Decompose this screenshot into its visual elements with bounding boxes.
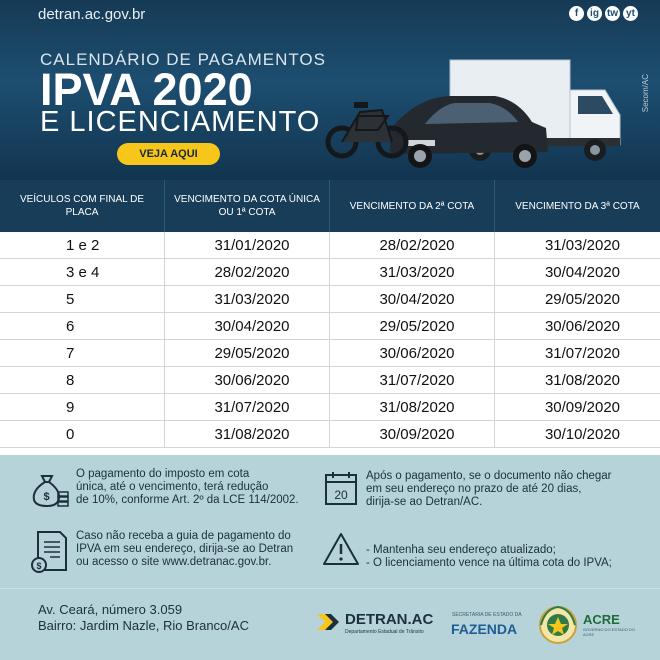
svg-text:$: $ [43, 491, 50, 503]
fazenda-subtitle: SECRETARIA DE ESTADO DA [452, 612, 522, 618]
site-url[interactable]: detran.ac.gov.br [38, 6, 146, 23]
quota1-cell: 28/02/2020 [165, 259, 330, 285]
acre-subtitle: GOVERNO DO ESTADO DO ACRE [583, 627, 635, 637]
svg-text:$: $ [36, 561, 42, 571]
header-plate: VEÍCULOS COM FINAL DE PLACA [0, 180, 165, 232]
quota3-cell: 30/10/2020 [544, 425, 621, 443]
header-banner [0, 0, 660, 180]
table-row [0, 313, 660, 340]
acre-logo-text: ACRE [583, 612, 620, 627]
detran-logo-text: DETRAN.AC [345, 611, 434, 628]
table-row [0, 232, 660, 259]
quota2-cell: 28/02/2020 [330, 232, 495, 258]
svg-text:20: 20 [334, 488, 348, 502]
document-info: Caso não receba a guia de pagamento do IPVA em seu endereço, dirija-se ao Detran ou acesso o site www.detranac.gov.br. [76, 530, 294, 568]
plate-cell: 7 [0, 340, 165, 366]
acre-crest-icon [537, 603, 579, 647]
veja-aqui-button[interactable]: VEJA AQUI [117, 143, 220, 165]
banner-title: IPVA 2020 [40, 64, 253, 115]
detran-logo-icon [315, 610, 341, 634]
quota3-cell: 31/07/2020 [544, 344, 621, 362]
photo-credit: Secom/AC [641, 74, 650, 113]
footer-divider [0, 588, 660, 589]
warning-icon [322, 531, 360, 567]
quota1-cell: 31/01/2020 [165, 232, 330, 258]
address: Av. Ceará, número 3.059 Bairro: Jardim Nazle, Rio Branco/AC [38, 602, 249, 633]
document-icon [30, 530, 68, 574]
quota1-cell: 30/04/2020 [165, 313, 330, 339]
twitter-icon[interactable]: tw [606, 8, 619, 19]
table-row [0, 286, 660, 313]
table-row [0, 340, 660, 367]
table-row [0, 259, 660, 286]
quota2-cell: 30/09/2020 [330, 421, 495, 447]
table-row [0, 394, 660, 421]
quota3-cell: 30/06/2020 [544, 317, 621, 335]
table-row [0, 367, 660, 394]
plate-cell: 3 e 4 [0, 259, 165, 285]
table-header [0, 180, 660, 232]
money-bag-icon [28, 468, 70, 510]
table-row [0, 421, 660, 448]
quota1-cell: 30/06/2020 [165, 367, 330, 393]
quota1-cell: 31/08/2020 [165, 421, 330, 447]
quota1-cell: 31/07/2020 [165, 394, 330, 420]
quota2-cell: 29/05/2020 [330, 313, 495, 339]
header-quota-3: VENCIMENTO DA 3ª COTA [515, 200, 640, 212]
header-quota-1: VENCIMENTO DA COTA ÚNICA OU 1ª COTA [165, 180, 330, 232]
money-info: O pagamento do imposto em cota única, até o vencimento, terá redução de 10%, conforme Art. 2º da LCE 114/2002. [76, 468, 299, 506]
calendar-info: Após o pagamento, se o documento não chegar em seu endereço no prazo de até 20 dias, dirija-se ao Detran/AC. [366, 470, 612, 508]
plate-cell: 0 [0, 421, 165, 447]
social-icons [569, 6, 638, 21]
quota3-cell: 31/03/2020 [544, 236, 621, 254]
detran-subtitle: Departamento Estadual de Trânsito [345, 629, 424, 635]
plate-cell: 1 e 2 [0, 232, 165, 258]
quota2-cell: 30/04/2020 [330, 286, 495, 312]
quota3-cell: 30/09/2020 [544, 398, 621, 416]
vehicles-illustration [320, 50, 640, 180]
banner-subtitle: CALENDÁRIO DE PAGAMENTOS [40, 50, 326, 69]
instagram-icon[interactable]: ig [587, 6, 602, 21]
warning-info: - Mantenha seu endereço atualizado; - O licenciamento vence na última cota do IPVA; [366, 544, 612, 569]
plate-cell: 9 [0, 394, 165, 420]
banner-title-2: E LICENCIAMENTO [40, 106, 321, 138]
youtube-icon[interactable]: yt [623, 6, 638, 21]
quota1-cell: 29/05/2020 [165, 340, 330, 366]
facebook-icon[interactable]: f [569, 6, 584, 21]
quota3-cell: 30/04/2020 [544, 263, 621, 281]
quota2-cell: 31/03/2020 [330, 259, 495, 285]
fazenda-logo: FAZENDA [451, 621, 518, 637]
quota3-cell: 29/05/2020 [544, 290, 621, 308]
quota2-cell: 31/07/2020 [330, 367, 495, 393]
calendar-icon [324, 470, 358, 506]
quota3-cell: 31/08/2020 [544, 371, 621, 389]
plate-cell: 6 [0, 313, 165, 339]
quota2-cell: 30/06/2020 [330, 340, 495, 366]
plate-cell: 8 [0, 367, 165, 393]
plate-cell: 5 [0, 286, 165, 312]
quota1-cell: 31/03/2020 [165, 286, 330, 312]
quota2-cell: 31/08/2020 [330, 394, 495, 420]
header-quota-2: VENCIMENTO DA 2ª COTA [330, 180, 495, 232]
table-body [0, 232, 660, 448]
